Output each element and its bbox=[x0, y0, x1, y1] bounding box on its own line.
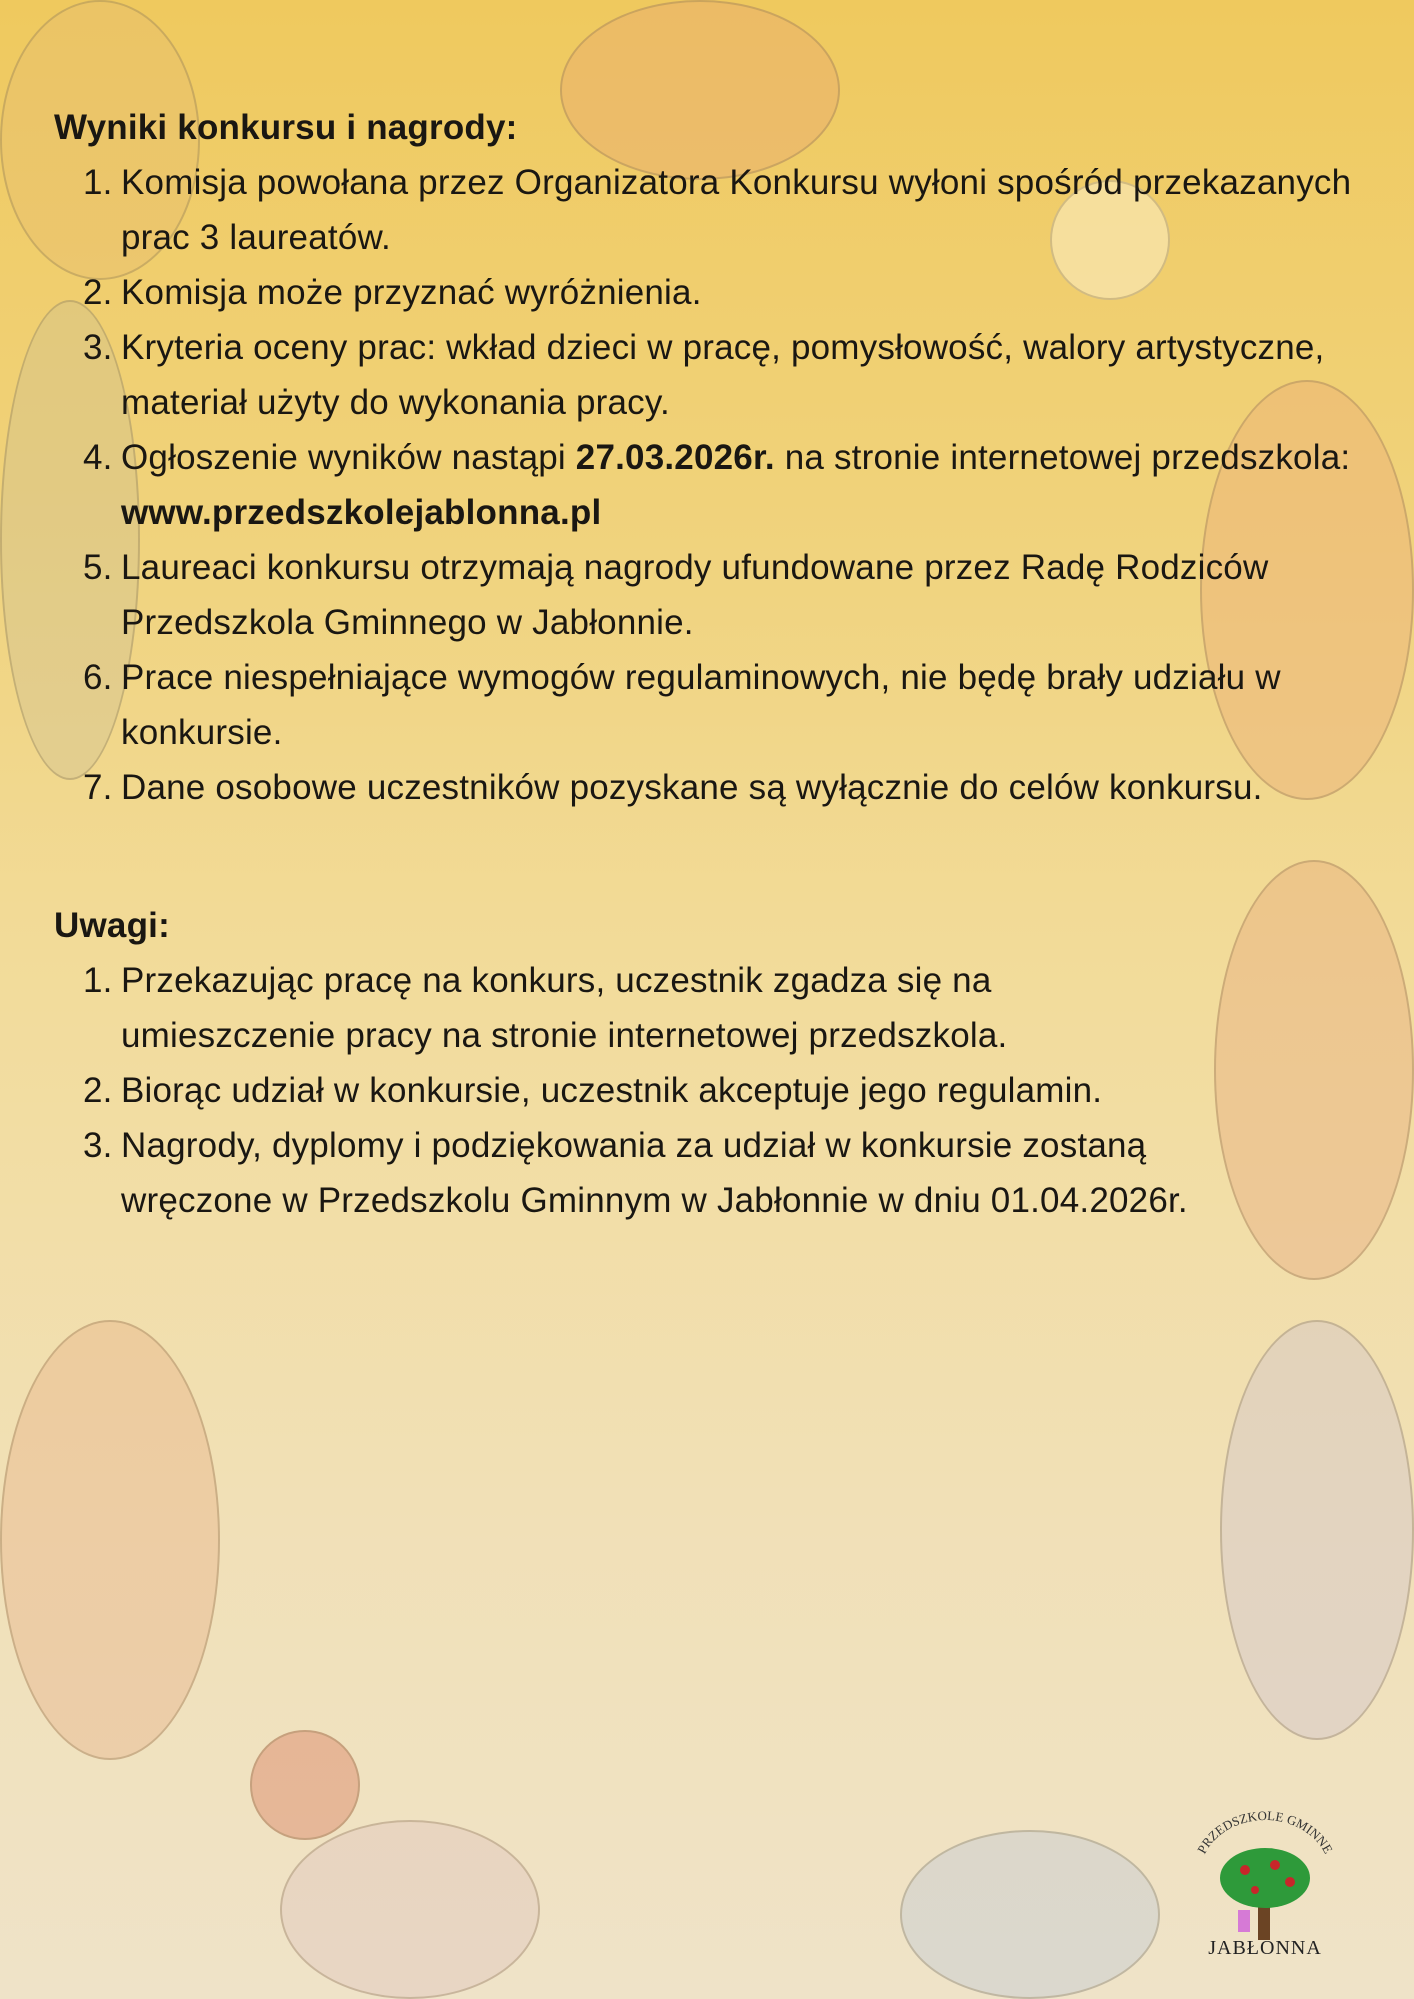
item-number: 5. bbox=[83, 548, 113, 587]
results-section bbox=[54, 100, 1374, 815]
item-text: Nagrody, dyplomy i podziękowania za udział w konkursie zostaną wręczone w Przedszkolu Gminnym w Jabłonnie w dniu 01.04.2026r. bbox=[121, 1126, 1188, 1220]
item-number: 6. bbox=[83, 658, 113, 697]
rules-content bbox=[54, 100, 1374, 1228]
list-item bbox=[54, 155, 1374, 265]
list-item bbox=[54, 760, 1374, 815]
flower-decoration bbox=[250, 1730, 360, 1840]
easter-egg-decoration bbox=[1220, 1320, 1414, 1740]
list-item bbox=[54, 953, 1314, 1063]
easter-egg-decoration bbox=[0, 1320, 220, 1760]
item-number: 1. bbox=[83, 163, 113, 202]
item-text: Ogłoszenie wyników nastąpi bbox=[121, 438, 576, 477]
list-item bbox=[54, 1118, 1314, 1228]
item-number: 3. bbox=[83, 1126, 113, 1165]
results-list bbox=[54, 155, 1374, 815]
item-text: Komisja może przyznać wyróżnienia. bbox=[121, 273, 702, 312]
logo-name: JABŁONNA bbox=[1208, 1937, 1322, 1959]
apple-tree-icon bbox=[1180, 1800, 1350, 1940]
results-heading: Wyniki konkursu i nagrody: bbox=[54, 108, 518, 147]
item-number: 7. bbox=[83, 768, 113, 807]
easter-egg-decoration bbox=[900, 1830, 1160, 1999]
list-item bbox=[54, 265, 1374, 320]
item-text: Biorąc udział w konkursie, uczestnik akceptuje jego regulamin. bbox=[121, 1071, 1103, 1110]
item-number: 2. bbox=[83, 273, 113, 312]
list-item bbox=[54, 540, 1374, 650]
item-text: Przekazując pracę na konkurs, uczestnik zgadza się na umieszczenie pracy na stronie internetowej przedszkola. bbox=[121, 961, 1008, 1055]
website-link[interactable]: www.przedszkolejablonna.pl bbox=[121, 493, 602, 532]
item-number: 2. bbox=[83, 1071, 113, 1110]
item-number: 3. bbox=[83, 328, 113, 367]
notes-list bbox=[54, 953, 1314, 1228]
logo-arc-text: PRZEDSZKOLE GMINNE bbox=[1194, 1807, 1336, 1857]
item-text: Komisja powołana przez Organizatora Konkursu wyłoni spośród przekazanych prac 3 laureatów. bbox=[121, 163, 1352, 257]
notes-heading: Uwagi: bbox=[54, 906, 170, 945]
item-number: 4. bbox=[83, 438, 113, 477]
notes-section bbox=[54, 898, 1374, 1228]
item-number: 1. bbox=[83, 961, 113, 1000]
easter-egg-decoration bbox=[280, 1820, 540, 1999]
item-text: Laureaci konkursu otrzymają nagrody ufundowane przez Radę Rodziców Przedszkola Gminnego w Jabłonnie. bbox=[121, 548, 1269, 642]
list-item bbox=[54, 1063, 1314, 1118]
item-text: Kryteria oceny prac: wkład dzieci w pracę, pomysłowość, walory artystyczne, materiał użyty do wykonania pracy. bbox=[121, 328, 1325, 422]
kindergarten-logo bbox=[1180, 1800, 1350, 1980]
item-text: na stronie internetowej przedszkola: bbox=[774, 438, 1351, 477]
list-item bbox=[54, 320, 1374, 430]
item-text: Prace niespełniające wymogów regulaminowych, nie będę brały udziału w konkursie. bbox=[121, 658, 1281, 752]
list-item bbox=[54, 650, 1374, 760]
results-date: 27.03.2026r. bbox=[575, 438, 775, 477]
list-item bbox=[54, 430, 1374, 540]
item-text: Dane osobowe uczestników pozyskane są wyłącznie do celów konkursu. bbox=[121, 768, 1263, 807]
